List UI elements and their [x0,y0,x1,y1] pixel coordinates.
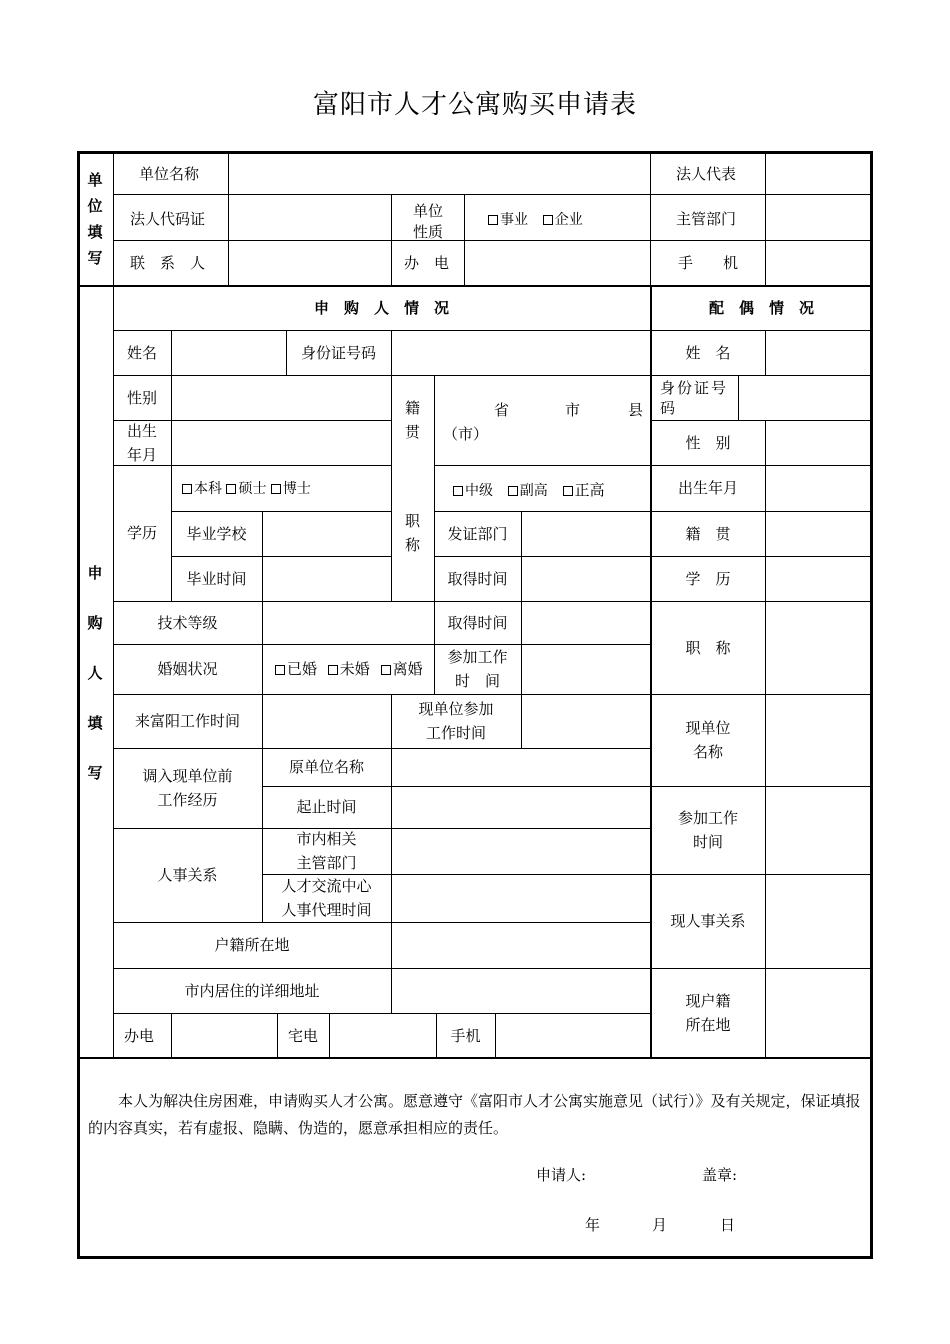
supervisor-label: 主管部门 [676,210,737,228]
declaration-text: 本人为解决住房困难，申请购买人才公寓。愿意遵守《富阳市人才公寓实施意见（试行）》及有关规定，保证填报的内容真实，若有虚报、隐瞒、伪造的，愿意承担相应的责任。 [88,1092,861,1137]
checkbox-icon[interactable] [563,486,573,496]
unit-nature-label: 性质 [413,223,444,240]
personnel-label: 人事关系 [157,866,218,884]
spouse-education-label: 学 历 [685,569,731,588]
join-work-label: 参加工作 时 间 [447,648,508,690]
option-label: 离婚 [392,660,423,678]
divider [262,601,263,694]
option-label: 博士 [282,481,311,497]
option-label: 企业 [554,212,583,228]
divider [765,152,766,286]
divider [434,465,650,466]
divider [391,922,392,1013]
city-dept-label: 市内相关 主管部门 [296,830,357,872]
address-label: 市内居住的详细地址 [184,981,320,1000]
applicant-section-side-label: 申 购 人 填 写 [87,564,103,782]
native-province: 省 [494,401,510,419]
divider [765,420,766,1058]
native-city: 市 [565,401,581,419]
checkbox-icon[interactable] [275,665,285,675]
divider [113,1013,650,1014]
spouse-native-label: 籍 贯 [685,524,731,543]
birth-label: 出生 年月 [126,421,157,464]
option-label: 事业 [500,212,528,228]
title-label: 职 称 [404,512,420,554]
gender-label: 性别 [126,388,157,407]
marital-label: 婚姻状况 [157,660,218,678]
divider [262,694,263,748]
unit-section-side-label: 单位填写 [87,171,103,267]
fuyang-work-time-label: 来富阳工作时间 [134,712,240,730]
office-phone-label: 办电 [123,1026,154,1045]
seal-label: 盖章: [702,1166,738,1184]
divider [113,240,872,241]
divider [329,1013,330,1058]
option-label: 未婚 [339,660,370,678]
divider [113,194,872,195]
education-label: 学历 [126,524,157,542]
spouse-birth-label: 出生年月 [677,479,738,497]
unit-nature-label: 单位 [413,202,444,220]
divider [738,375,739,420]
checkbox-icon[interactable] [543,215,553,225]
checkbox-icon[interactable] [381,665,391,675]
option-label: 正高 [574,481,605,499]
school-label: 毕业学校 [186,524,247,543]
divider [391,330,392,375]
unit-name-label: 单位名称 [139,165,200,183]
checkbox-icon[interactable] [328,665,338,675]
year-label: 年 [585,1216,601,1234]
divider [495,1013,496,1058]
option-label: 中级 [465,483,493,499]
period-label: 起止时间 [296,798,357,816]
divider [765,330,766,375]
talent-center-label: 人才交流中心 人事代理时间 [281,877,372,919]
tech-level-label: 技术等级 [157,613,218,632]
divider [171,330,172,375]
current-unit-join-label: 现单位参加 工作时间 [418,700,494,742]
mobile-label: 手机 [450,1026,481,1045]
divider [113,375,650,376]
spouse-hukou-label: 现户籍 所在地 [685,992,731,1034]
mobile-label: 手 机 [678,254,739,272]
page-title: 富阳市人才公寓购买申请表 [312,90,637,120]
divider [521,511,522,601]
divider [650,152,651,286]
legal-code-label: 法人代码证 [130,210,206,228]
native-county: 县 [628,401,644,419]
checkbox-icon[interactable] [488,215,498,225]
divider [262,511,263,601]
prev-experience-label: 调入现单位前 工作经历 [142,767,233,809]
checkbox-icon[interactable] [271,484,281,494]
spouse-title-label: 职 称 [685,638,731,657]
unit-nature-options [488,207,593,233]
checkbox-icon[interactable] [226,484,236,494]
spouse-personnel-label: 现人事关系 [670,912,746,930]
applicant-header: 申 购 人 情 况 [313,299,449,317]
name-label: 姓名 [126,343,157,362]
obtain-time-label: 取得时间 [447,569,508,588]
applicant-signature-label: 申请人: [536,1166,587,1184]
title-options [453,478,605,504]
spouse-unit-label: 现单位 名称 [685,719,731,761]
option-label: 已婚 [287,660,318,678]
divider [171,1013,172,1058]
native-place-label: 籍 贯 [404,399,420,441]
spouse-gender-label: 性 别 [685,433,731,452]
spouse-name-label: 姓 名 [685,343,731,362]
divider [228,152,229,286]
checkbox-icon[interactable] [453,486,463,496]
grad-time-label: 毕业时间 [186,569,247,588]
office-phone-label: 办 电 [404,254,450,272]
obtain-time-label: 取得时间 [447,613,508,632]
native-city-note: （市） [443,425,489,443]
education-options [182,477,311,502]
divider [113,152,114,286]
divider [464,194,465,286]
hukou-label: 户籍所在地 [214,936,290,954]
spouse-id-label: 身份证号 码 [660,379,729,417]
divider [521,601,522,694]
divider [391,194,392,286]
divider [521,694,522,748]
spouse-join-work-label: 参加工作 时间 [677,809,738,851]
option-label: 副高 [519,483,548,499]
divider [391,748,392,922]
marital-options [275,657,423,682]
checkbox-icon[interactable] [182,484,192,494]
day-label: 日 [720,1216,736,1234]
option-label: 硕士 [238,481,267,497]
id-number-label: 身份证号码 [300,343,376,362]
spouse-header: 配 偶 情 况 [708,299,814,317]
home-phone-label: 宅电 [287,1026,318,1045]
contact-label: 联 系 人 [130,254,206,272]
month-label: 月 [652,1216,668,1234]
divider [651,375,872,376]
legal-rep-label: 法人代表 [676,165,737,183]
checkbox-icon[interactable] [508,486,518,496]
issuer-label: 发证部门 [447,524,508,543]
option-label: 本科 [194,481,222,497]
prev-unit-label: 原单位名称 [288,758,364,776]
